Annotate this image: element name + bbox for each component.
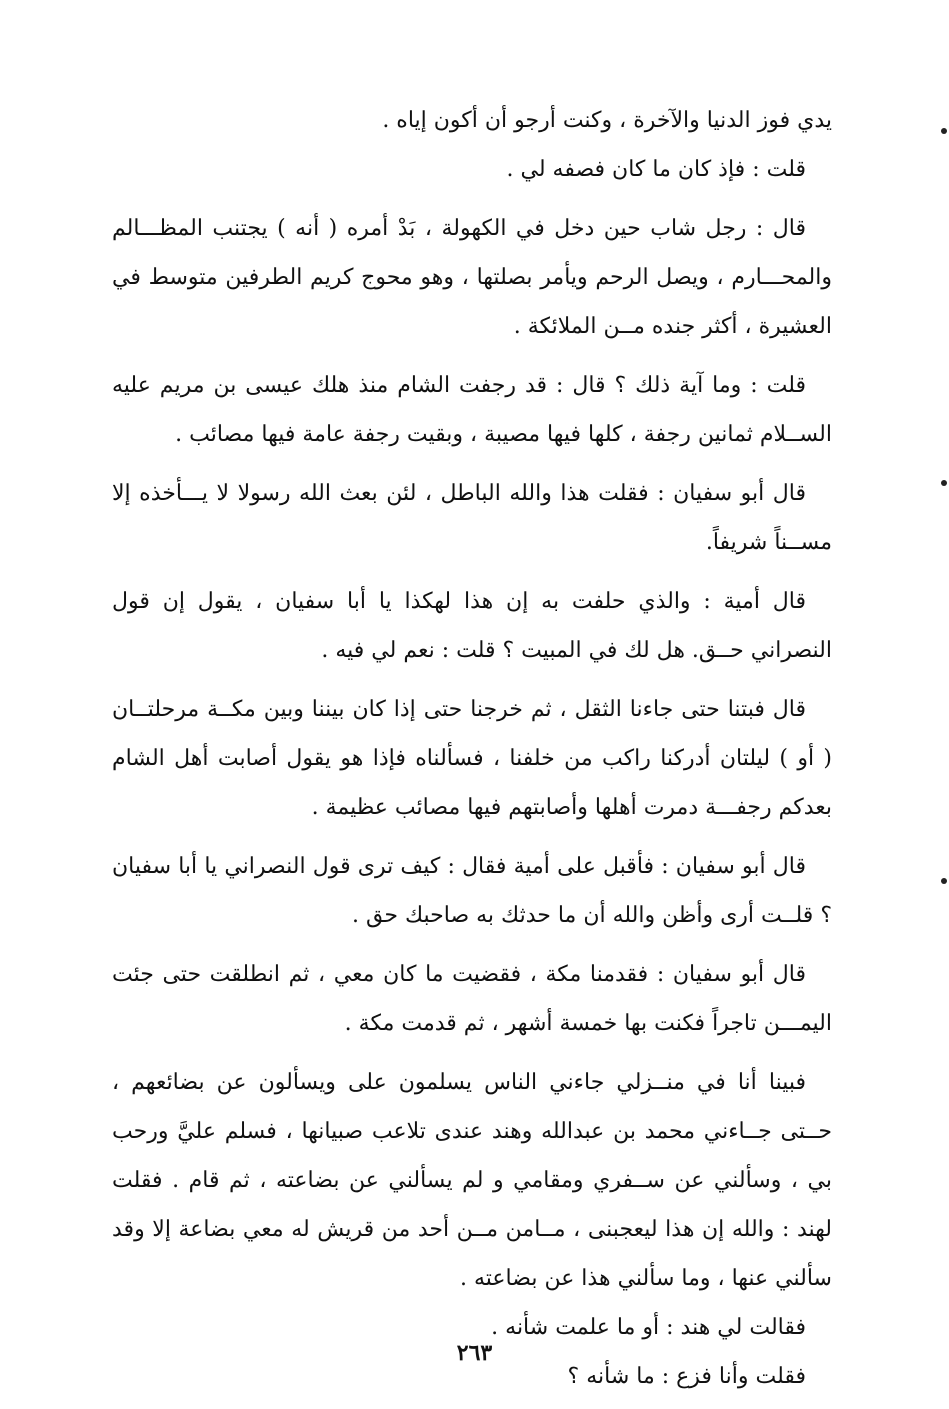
paragraph-8: قال أبو سفيان : فأقبل على أمية فقال : كيف ترى قول النصراني يا أبا سفيان ؟ قلــت أرى وأظن والله أن ما حدثك به صاحبك حق . bbox=[112, 854, 832, 928]
paragraph-3: قال : رجل شاب حين دخل في الكهولة ، بَدْ أمره ( أنه ) يجتنب المظـــالم والمحـــارم ، ويصل الرحم ويأمر بصلتها ، وهو محوج كريم الطرفين متوسط في العشيرة ، أكثر جنده مــن الملائكة . bbox=[112, 216, 832, 339]
paragraph-10: فبينا أنا في منــزلي جاءني الناس يسلمون على ويسألون عن بضائعهم ، حــتى جــاءني محمد بن عبدالله وهند عندى تلاعب صبيانها ، فسلم عليَّ ورحب بي ، وسألني عن ســفري ومقامي و لم يسألني عن بضاعته ، ثم قام . فقلت لهند : والله إن هذا ليعجبنى ، مــامن مــن أحد من قريش له معي بضاعة إلا وقد سألني عنها ، وما سألني هذا عن بضاعته . bbox=[112, 1070, 832, 1291]
paragraph-4: قلت : وما آية ذلك ؟ قال : قد رجفت الشام منذ هلك عيسى بن مريم عليه الســلام ثمانين رجفة ، كلها فيها مصيبة ، وبقيت رجفة عامة فيها مصائب . bbox=[112, 373, 832, 447]
margin-dot-mark bbox=[941, 128, 947, 134]
paragraph-11: فقالت لي هند : أو ما علمت شأنه . bbox=[491, 1315, 806, 1340]
paragraph-1: يدي فوز الدنيا والآخرة ، وكنت أرجو أن أكون إياه . bbox=[382, 108, 832, 133]
margin-dot-mark bbox=[941, 878, 947, 884]
page-number: ٢٦٣ bbox=[456, 1340, 493, 1366]
paragraph-9: قال أبو سفيان : فقدمنا مكة ، فقضيت ما كان معي ، ثم انطلقت حتى جئت اليمـــن تاجراً فكنت بها خمسة أشهر ، ثم قدمت مكة . bbox=[112, 962, 832, 1036]
paragraph-12: فقلت وأنا فزع : ما شأنه ؟ bbox=[567, 1364, 806, 1389]
paragraph-5: قال أبو سفيان : فقلت هذا والله الباطل ، لئن بعث الله رسولا لا يـــأخذه إلا مســناً شريفاً. bbox=[112, 481, 832, 555]
page-body bbox=[112, 96, 832, 1401]
paragraph-7: قال فبتنا حتى جاءنا الثقل ، ثم خرجنا حتى إذا كان بيننا وبين مكــة مرحلتــان ( أو ) ليلتان أدركنا راكب من خلفنا ، فسألناه فإذا هو يقول أصابت أهل الشام بعدكم رجفـــة دمرت أهلها وأصابتهم فيها مصائب عظيمة . bbox=[112, 697, 832, 820]
margin-dot-mark bbox=[941, 480, 947, 486]
paragraph-2: قلت : فإذ كان ما كان فصفه لي . bbox=[506, 157, 806, 182]
paragraph-6: قال أمية : والذي حلفت به إن هذا لهكذا يا أبا سفيان ، يقول إن قول النصراني حــق. هل لك في المبيت ؟ قلت : نعم لي فيه . bbox=[112, 589, 832, 663]
